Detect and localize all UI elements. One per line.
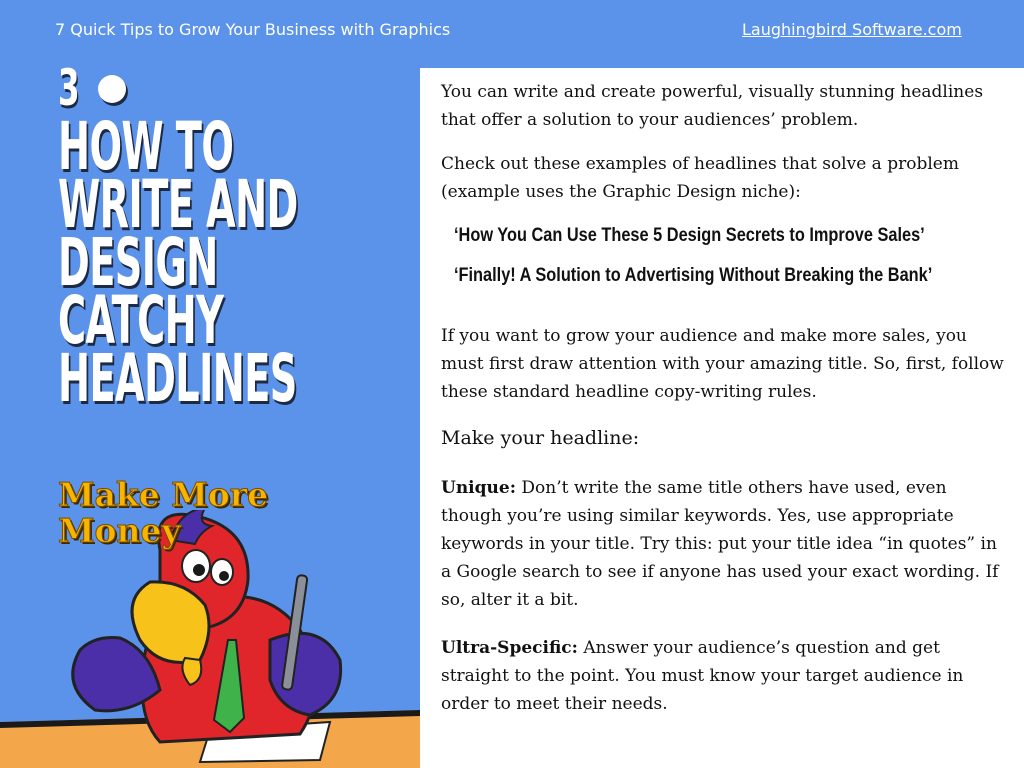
specific-paragraph bbox=[441, 634, 1011, 718]
specific-label: Ultra-Specific: bbox=[441, 638, 578, 658]
make-headline-label: Make your headline: bbox=[441, 427, 640, 449]
examples-intro-paragraph: Check out these examples of headlines that solve a problem (example uses the Graphic Design niche): bbox=[441, 154, 959, 202]
unique-label: Unique: bbox=[441, 478, 516, 498]
headline-line: DESIGN bbox=[58, 224, 218, 301]
specific-text: Answer your audience’s question and get straight to the point. You must know your target audience in order to meet their needs. bbox=[441, 638, 964, 714]
headline-line: HOW TO bbox=[58, 108, 234, 185]
website-link[interactable]: Laughingbird Software.com bbox=[742, 20, 962, 39]
unique-text: Don’t write the same title others have used, even though you’re using similar keywords. Yes, use appropriate keywords in your title. Try this: put your title idea “in quotes” in a Google search to see if anyone has used your exact wording. If so, alter it a bit. bbox=[441, 478, 999, 610]
tip-number: 3 bbox=[58, 59, 80, 117]
headline-line: WRITE AND bbox=[58, 166, 298, 243]
unique-paragraph bbox=[441, 474, 1011, 614]
headline-line: HEADLINES bbox=[58, 340, 297, 417]
document-title: 7 Quick Tips to Grow Your Business with Graphics bbox=[55, 20, 451, 39]
headline bbox=[58, 108, 360, 417]
subhead-line: Money bbox=[58, 511, 181, 550]
example-headline-1: ‘How You Can Use These 5 Design Secrets to Improve Sales’ bbox=[454, 225, 925, 246]
bullet-dot bbox=[98, 75, 126, 103]
content-panel bbox=[420, 68, 1024, 768]
subhead bbox=[58, 477, 268, 549]
intro-paragraph: You can write and create powerful, visually stunning headlines that offer a solution to your audiences’ problem. bbox=[441, 82, 984, 130]
top-bar bbox=[0, 0, 1024, 62]
example-headline-2: ‘Finally! A Solution to Advertising Without Breaking the Bank’ bbox=[454, 265, 933, 286]
subhead-line: Make More bbox=[58, 475, 269, 514]
grow-paragraph: If you want to grow your audience and make more sales, you must first draw attention with your amazing title. So, first, follow these standard headline copy-writing rules. bbox=[441, 326, 1004, 402]
headline-line: CATCHY bbox=[58, 282, 224, 359]
